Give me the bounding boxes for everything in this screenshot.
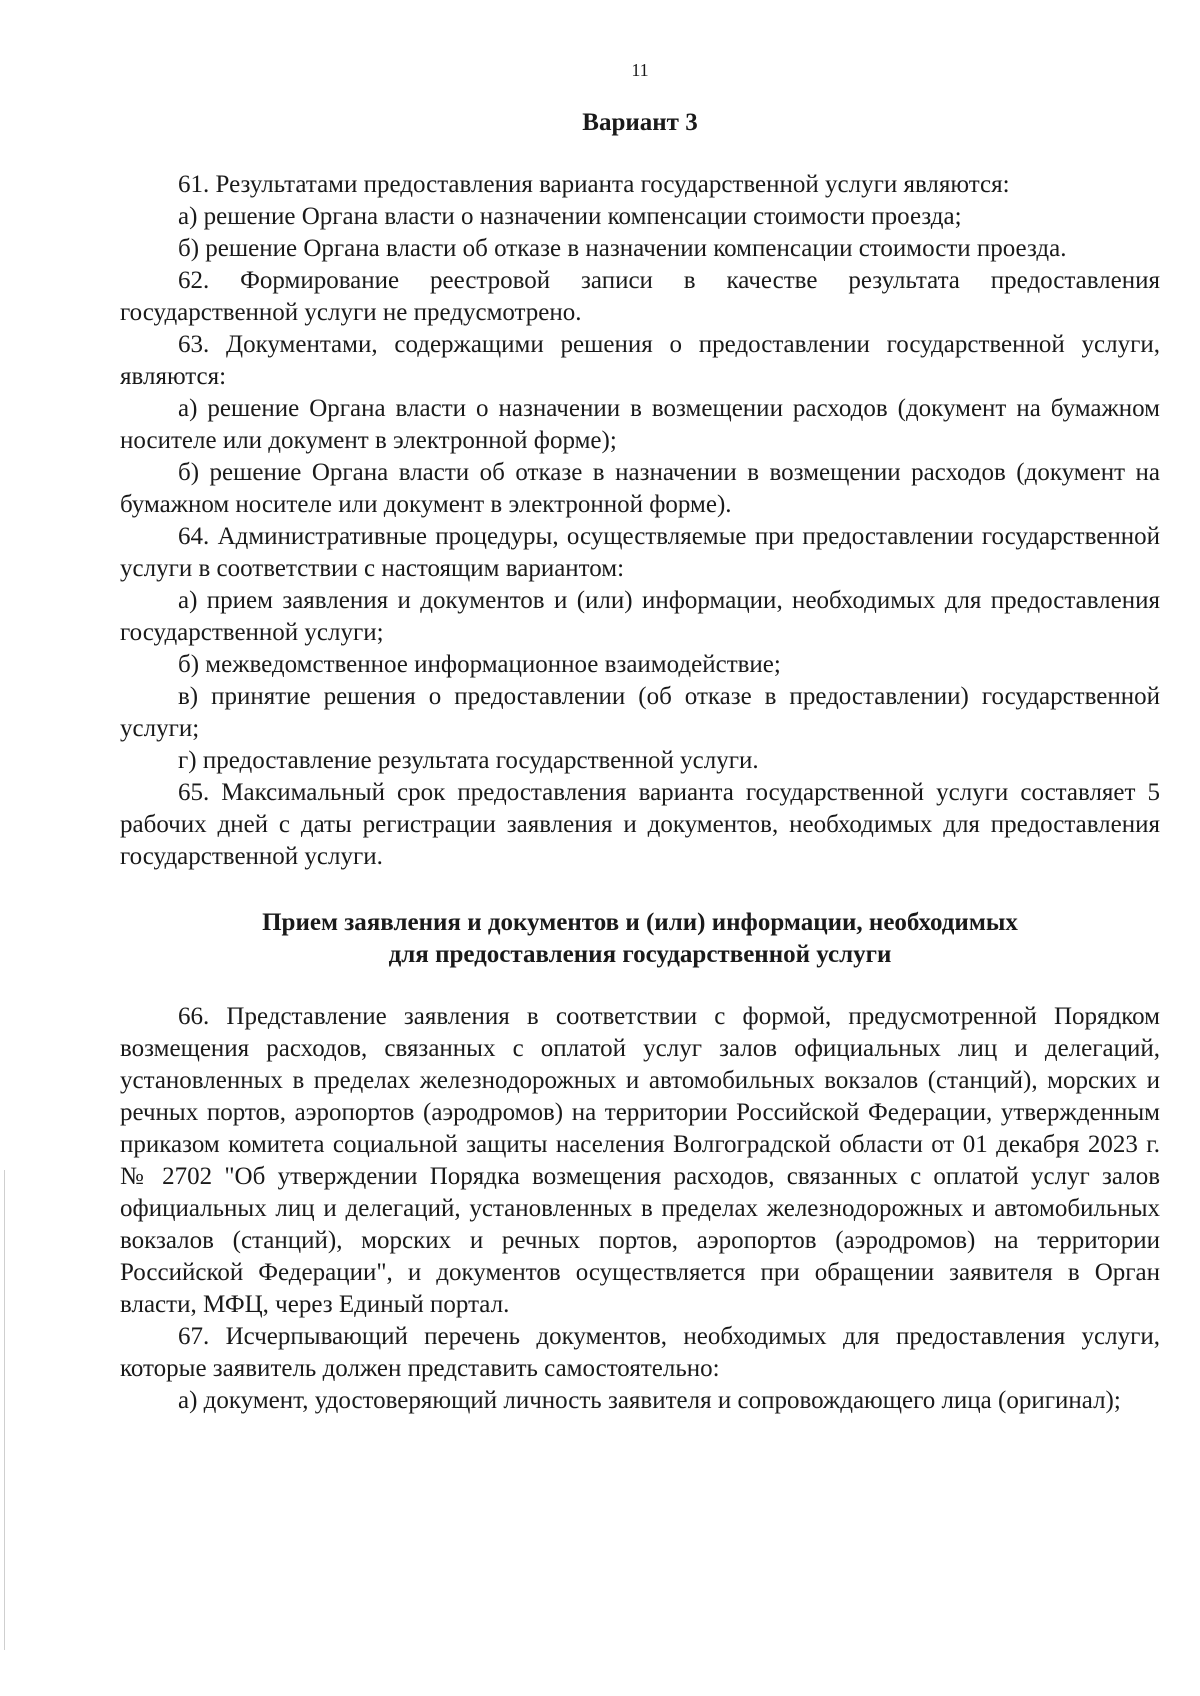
document-page <box>120 60 1160 1417</box>
paragraph-61b: б) решение Органа власти об отказе в назначении компенсации стоимости проезда. <box>178 235 1067 262</box>
paragraph-66: 66. Представление заявления в соответствии с формой, предусмотренной Порядком возмещения расходов, связанных с оплатой услуг залов официальных лиц и делегаций, установленных в пределах железнодорожных и автомобильных вокзалов (станций), морских и речных портов, аэропортов (аэродромов) на территории Российской Федерации, утвержденным приказом комитета социальной защиты населения Волгоградской области от 01 декабря 2023 г. № 2702 "Об утверждении Порядка возмещения расходов, связанных с оплатой услуг залов официальных лиц и делегаций, установленных в пределах железнодорожных и автомобильных вокзалов (станций), морских и речных портов, аэропортов (аэродромов) на территории Российской Федерации", и документов осуществляется при обращении заявителя в Орган власти, МФЦ, через Единый портал. <box>120 1003 1160 1318</box>
paragraph-62: 62. Формирование реестровой записи в качестве результата предоставления государственной услуги не предусмотрено. <box>120 267 1160 326</box>
paragraph-63a: а) решение Органа власти о назначении в возмещении расходов (документ на бумажном носителе или документ в электронной форме); <box>120 395 1160 454</box>
paragraphs-block-1 <box>120 169 1160 873</box>
paragraph-63: 63. Документами, содержащими решения о предоставлении государственной услуги, являются: <box>120 331 1160 390</box>
paragraph-64c: в) принятие решения о предоставлении (об отказе в предоставлении) государственной услуги; <box>120 683 1160 742</box>
section-heading <box>120 907 1160 971</box>
paragraph-63b: б) решение Органа власти об отказе в назначении в возмещении расходов (документ на бумажном носителе или документ в электронной форме). <box>120 459 1160 518</box>
paragraph-67a: а) документ, удостоверяющий личность заявителя и сопровождающего лица (оригинал); <box>178 1387 1121 1414</box>
page-number: 11 <box>631 60 649 80</box>
scan-edge-line <box>4 1170 5 1650</box>
paragraph-64a: а) прием заявления и документов и (или) информации, необходимых для предоставления государственной услуги; <box>120 587 1160 646</box>
paragraph-64: 64. Административные процедуры, осуществляемые при предоставлении государственной услуги в соответствии с настоящим вариантом: <box>120 523 1160 582</box>
section-heading-line-1: Прием заявления и документов и (или) информации, необходимых <box>262 909 1018 936</box>
paragraph-64b: б) межведомственное информационное взаимодействие; <box>178 651 781 678</box>
paragraph-61a: а) решение Органа власти о назначении компенсации стоимости проезда; <box>178 203 962 230</box>
paragraph-61: 61. Результатами предоставления варианта государственной услуги являются: <box>178 171 1010 198</box>
paragraphs-block-2 <box>120 1001 1160 1417</box>
paragraph-64d: г) предоставление результата государственной услуги. <box>178 747 759 774</box>
section-heading-line-2: для предоставления государственной услуги <box>388 941 892 968</box>
paragraph-67: 67. Исчерпывающий перечень документов, необходимых для предоставления услуги, которые заявитель должен представить самостоятельно: <box>120 1323 1160 1382</box>
variant-heading: Вариант 3 <box>582 109 698 136</box>
paragraph-65: 65. Максимальный срок предоставления варианта государственной услуги составляет 5 рабочих дней с даты регистрации заявления и документов, необходимых для предоставления государственной услуги. <box>120 779 1160 870</box>
